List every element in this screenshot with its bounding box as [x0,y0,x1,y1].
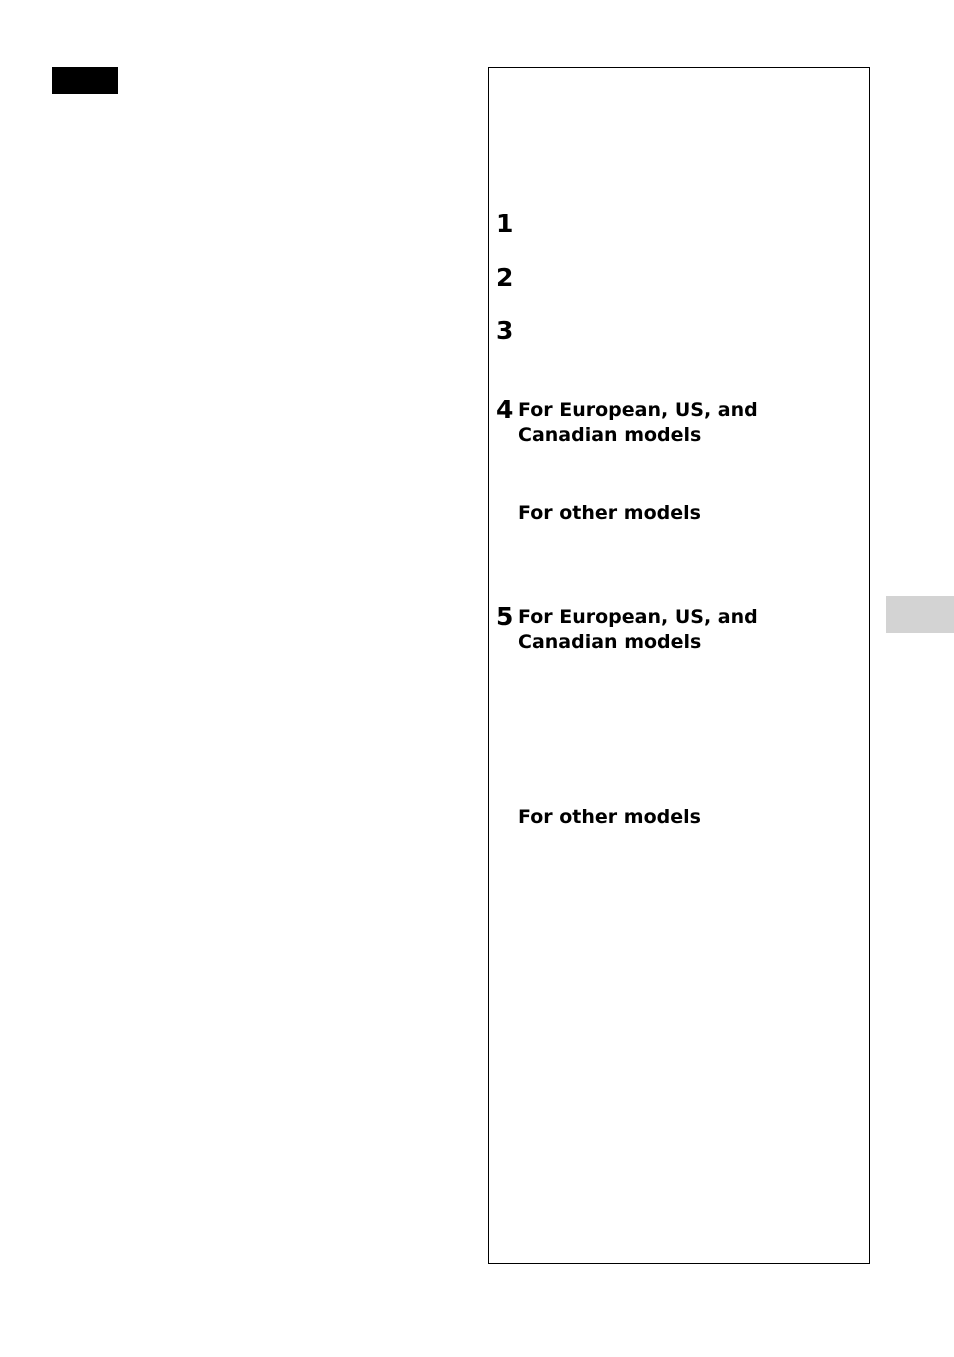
section-tab-marker [52,67,118,94]
step-5-sub-heading: For other models [518,806,701,828]
step-number-1: 1 [496,209,514,238]
step-number-3: 3 [496,316,514,345]
step-number-5: 5 [496,602,514,631]
step-4-sub-heading: For other models [518,502,701,524]
step-4-heading: For European, US, and Canadian models [518,399,758,446]
step-number-2: 2 [496,263,514,292]
step-number-4: 4 [496,395,514,424]
procedure-box [488,67,870,1264]
step-5-heading: For European, US, and Canadian models [518,606,758,653]
chapter-thumb-tab [886,596,954,633]
